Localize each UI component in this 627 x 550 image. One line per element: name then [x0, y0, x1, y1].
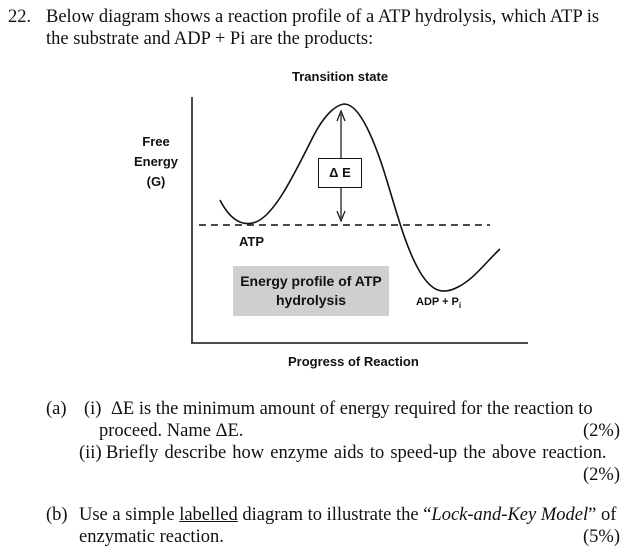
part-a-ii-label: (ii)	[79, 443, 102, 463]
part-b-line2: enzymatic reaction.	[79, 527, 224, 547]
part-a-label: (a)	[46, 399, 67, 419]
part-b-marks: (5%)	[583, 527, 620, 547]
part-a-i-label: (i)	[84, 399, 102, 419]
x-axis-label: Progress of Reaction	[288, 354, 419, 369]
part-b-underlined: labelled	[179, 505, 238, 525]
energy-curve	[220, 104, 500, 291]
question-text-line1: Below diagram shows a reaction profile of a ATP hydrolysis, which ATP is	[46, 7, 600, 27]
part-a-i-line2: proceed. Name ΔE.	[99, 421, 244, 441]
part-b-text-mid: diagram to illustrate the “	[242, 505, 432, 525]
part-a-ii-line1: Briefly describe how enzyme aids to speed-up the above reaction.	[106, 443, 607, 463]
question-text-line2: the substrate and ADP + Pi are the products:	[46, 29, 374, 49]
y-axis-label-line1: Free	[142, 134, 170, 149]
energy-profile-caption	[233, 266, 389, 316]
caption-line2: hydrolysis	[275, 292, 347, 308]
adp-pi-label	[416, 296, 461, 310]
part-a-i-line1: ΔE is the minimum amount of energy required for the reaction to	[111, 399, 593, 419]
y-axis-label-line2: Energy	[133, 154, 179, 169]
part-b-line1	[79, 504, 624, 526]
part-b-text-post: ” of	[588, 505, 617, 525]
caption-line1: Energy profile of ATP	[240, 273, 382, 289]
part-b-italic: Lock-and-Key Model	[431, 505, 589, 525]
y-axis-label	[128, 132, 184, 192]
question-number: 22.	[8, 7, 32, 27]
part-a-ii-marks: (2%)	[583, 465, 620, 485]
transition-state-label: Transition state	[292, 69, 389, 84]
pi-subscript: i	[458, 301, 462, 311]
delta-e-box: Δ E	[318, 158, 362, 188]
part-b-text-pre: Use a simple	[79, 505, 175, 525]
y-axis-label-line3: (G)	[146, 174, 166, 189]
adp-pi-text: ADP + P	[416, 296, 459, 308]
atp-label: ATP	[239, 234, 265, 249]
part-b-label: (b)	[46, 505, 68, 525]
part-a-i-marks: (2%)	[583, 421, 620, 441]
